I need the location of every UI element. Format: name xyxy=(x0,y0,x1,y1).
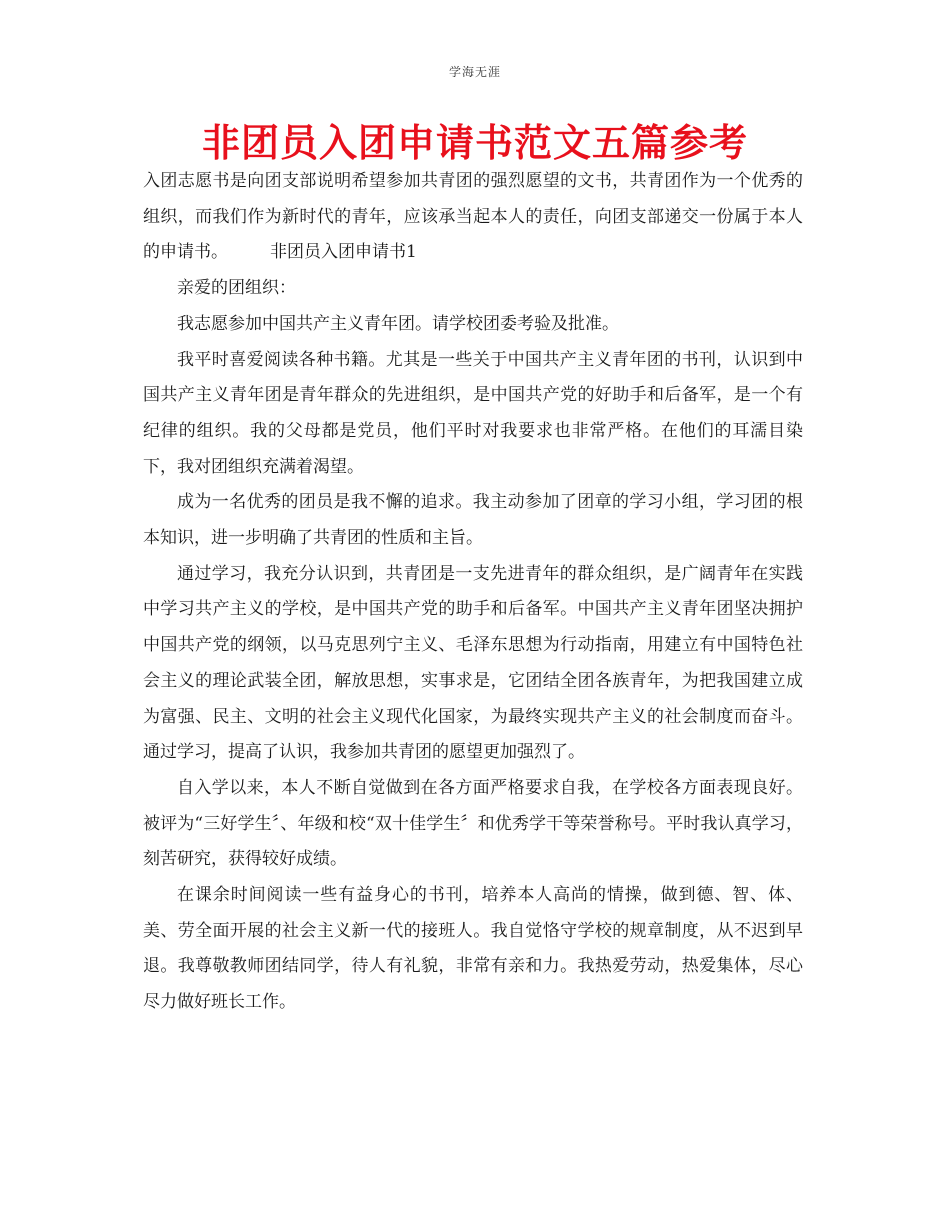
body-paragraph: 我志愿参加中国共产主义青年团。请学校团委考验及批准。 xyxy=(177,313,619,334)
body-paragraph: 自入学以来，本人不断自觉做到在各方面严格要求自我，在学校各方面表现良好。被评为“三好学生〞、年级和校“双十佳学生〞和优秀学干等荣誉称号。平时我认真学习，刻苦研究，获得较好成绩。 xyxy=(143,777,803,870)
intro-text: 入团志愿书是向团支部说明希望参加共青团的强烈愿望的文书，共青团作为一个优秀的组织，而我们作为新时代的青年，应该承当起本人的责任，向团支部递交一份属于本人的申请书。 xyxy=(143,171,803,263)
body-paragraph: 我平时喜爱阅读各种书籍。尤其是一些关于中国共产主义青年团的书刊，认识到中国共产主义青年团是青年群众的先进组织，是中国共产党的好助手和后备军，是一个有纪律的组织。我的父母都是党员，他们平时对我要求也非常严格。在他们的耳濡目染下，我对团组织充满着渴望。 xyxy=(143,349,803,477)
document-body xyxy=(143,164,803,1021)
body-paragraph: 通过学习，我充分认识到，共青团是一支先进青年的群众组织，是广阔青年在实践中学习共产主义的学校，是中国共产党的助手和后备军。中国共产主义青年团坚决拥护中国共产党的纲领，以马克思列宁主义、毛泽东思想为行动指南，用建立有中国特色社会主义的理论武装全团，解放思想，实事求是，它团结全团各族青年，为把我国建立成为富强、民主、文明的社会主义现代化国家，为最终实现共产主义的社会制度而奋斗。通过学习，提高了认识，我参加共青团的愿望更加强烈了。 xyxy=(143,563,803,763)
body-paragraph: 在课余时间阅读一些有益身心的书刊，培养本人高尚的情操，做到德、智、体、美、劳全面开展的社会主义新一代的接班人。我自觉恪守学校的规章制度，从不迟到早退。我尊敬教师团结同学，待人有礼貌，非常有亲和力。我热爱劳动，热爱集体，尽心尽力做好班长工作。 xyxy=(143,885,803,1013)
page-header: 学海无涯 xyxy=(448,65,501,79)
salutation: 亲爱的团组织： xyxy=(177,278,296,299)
document-title: 非团员入团申请书范文五篇参考 xyxy=(201,121,748,165)
body-paragraph: 成为一名优秀的团员是我不懈的追求。我主动参加了团章的学习小组，学习团的根本知识，进一步明确了共青团的性质和主旨。 xyxy=(143,492,803,549)
section-label: 非团员入团申请书1 xyxy=(270,242,417,263)
intro-paragraph xyxy=(143,164,803,271)
